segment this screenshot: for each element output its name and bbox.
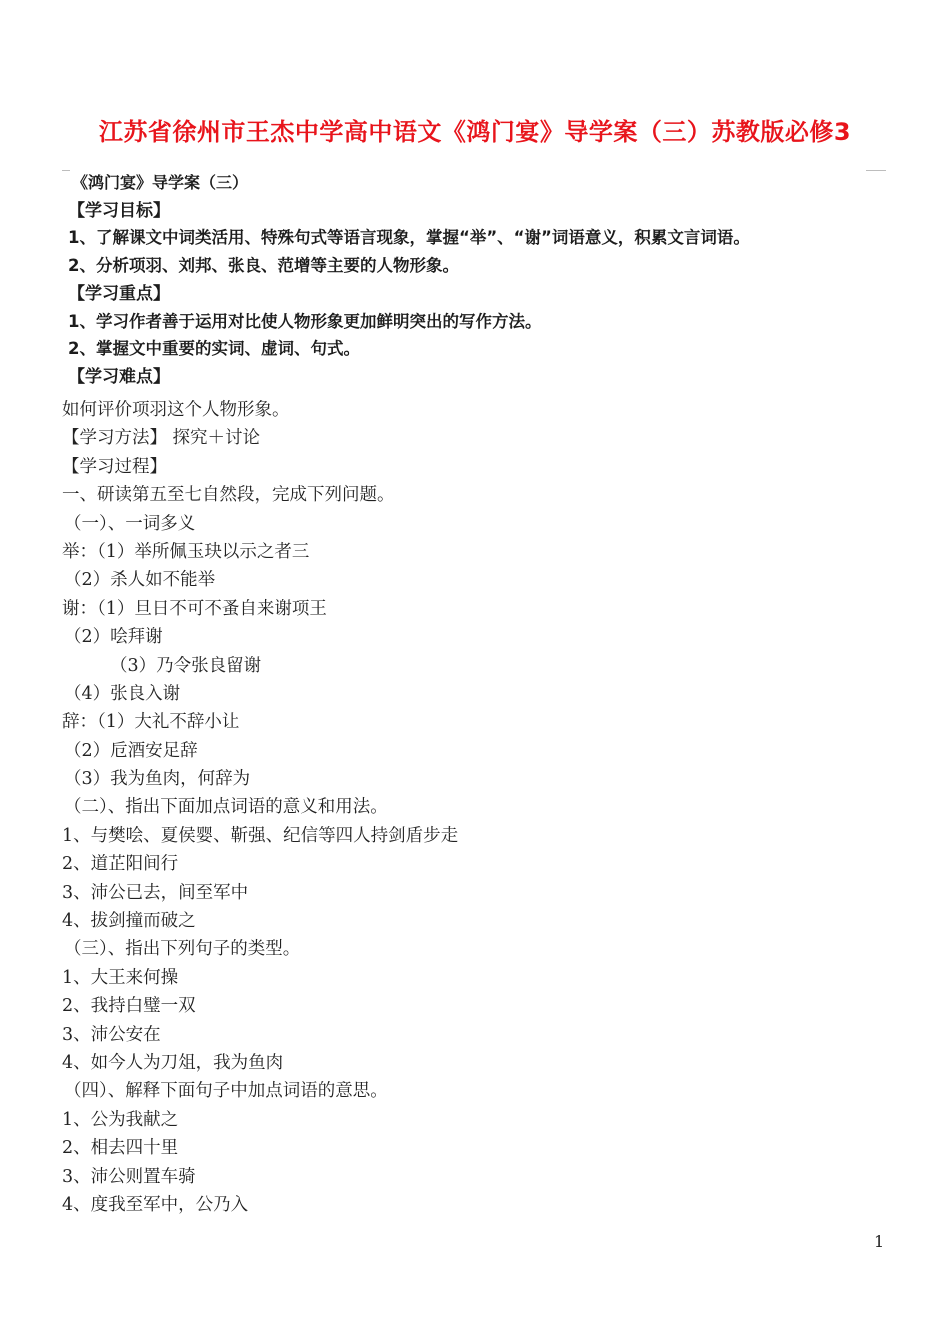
page-number: 1 xyxy=(874,1232,885,1251)
body-line: 2、相去四十里 xyxy=(62,1138,179,1159)
focus-heading: 【学习重点】 xyxy=(68,284,170,304)
body-line: （2）卮酒安足辞 xyxy=(64,740,198,761)
body-line: 【学习过程】 xyxy=(62,456,167,477)
goal-item-1: 1、了解课文中词类活用、特殊句式等语言现象，掌握“举”、“谢”词语意义，积累文言词语。 xyxy=(68,228,750,247)
body-line: 1、大王来何操 xyxy=(62,967,179,988)
body-line: 一、研读第五至七自然段，完成下列问题。 xyxy=(62,485,395,506)
document-title: 江苏省徐州市王杰中学高中语文《鸿门宴》导学案（三）苏教版必修3 xyxy=(98,118,852,146)
body-line: 如何评价项羽这个人物形象。 xyxy=(62,400,290,420)
goal-item-2: 2、分析项羽、刘邦、张良、范增等主要的人物形象。 xyxy=(68,256,459,275)
body-line: （一）、一词多义 xyxy=(64,513,196,534)
body-line: 2、我持白璧一双 xyxy=(62,996,196,1017)
body-line: （3）乃令张良留谢 xyxy=(110,655,262,676)
body-text xyxy=(62,396,882,1219)
focus-item-1: 1、学习作者善于运用对比使人物形象更加鲜明突出的写作方法。 xyxy=(68,312,542,331)
body-line: 辞：（1）大礼不辞小让 xyxy=(62,712,240,733)
body-line: 1、与樊哙、夏侯婴、靳强、纪信等四人持剑盾步走 xyxy=(62,825,459,846)
body-line: （四）、解释下面句子中加点词语的意思。 xyxy=(64,1081,388,1102)
body-line: 【学习方法】 探究＋讨论 xyxy=(62,428,261,449)
body-line: （3）我为鱼肉，何辞为 xyxy=(64,769,251,790)
body-line: （4）张良入谢 xyxy=(64,683,181,704)
body-line: （三）、指出下列句子的类型。 xyxy=(64,939,301,960)
subtitle: 《鸿门宴》导学案（三） xyxy=(72,173,249,192)
body-line: （2）哙拜谢 xyxy=(64,627,163,648)
header-rule-right xyxy=(866,170,886,171)
body-line: （2）杀人如不能举 xyxy=(64,570,216,591)
body-line: （二）、指出下面加点词语的意义和用法。 xyxy=(64,797,388,818)
body-line: 4、如今人为刀俎，我为鱼肉 xyxy=(62,1052,284,1073)
header-rule-left xyxy=(62,170,70,171)
body-line: 4、拔剑撞而破之 xyxy=(62,911,196,932)
body-line: 3、沛公安在 xyxy=(62,1024,161,1045)
body-line: 2、道芷阳间行 xyxy=(62,854,179,875)
body-line: 4、度我至军中，公乃入 xyxy=(62,1194,249,1215)
body-line: 举：（1）举所佩玉玦以示之者三 xyxy=(62,541,310,562)
body-line: 3、沛公则置车骑 xyxy=(62,1166,196,1187)
focus-item-2: 2、掌握文中重要的实词、虚词、句式。 xyxy=(68,339,360,358)
difficulty-heading: 【学习难点】 xyxy=(68,367,170,387)
goal-heading: 【学习目标】 xyxy=(68,201,170,221)
body-line: 3、沛公已去，间至军中 xyxy=(62,882,249,903)
body-line: 1、公为我献之 xyxy=(62,1109,179,1130)
body-line: 谢：（1）旦日不可不蚤自来谢项王 xyxy=(62,598,327,619)
